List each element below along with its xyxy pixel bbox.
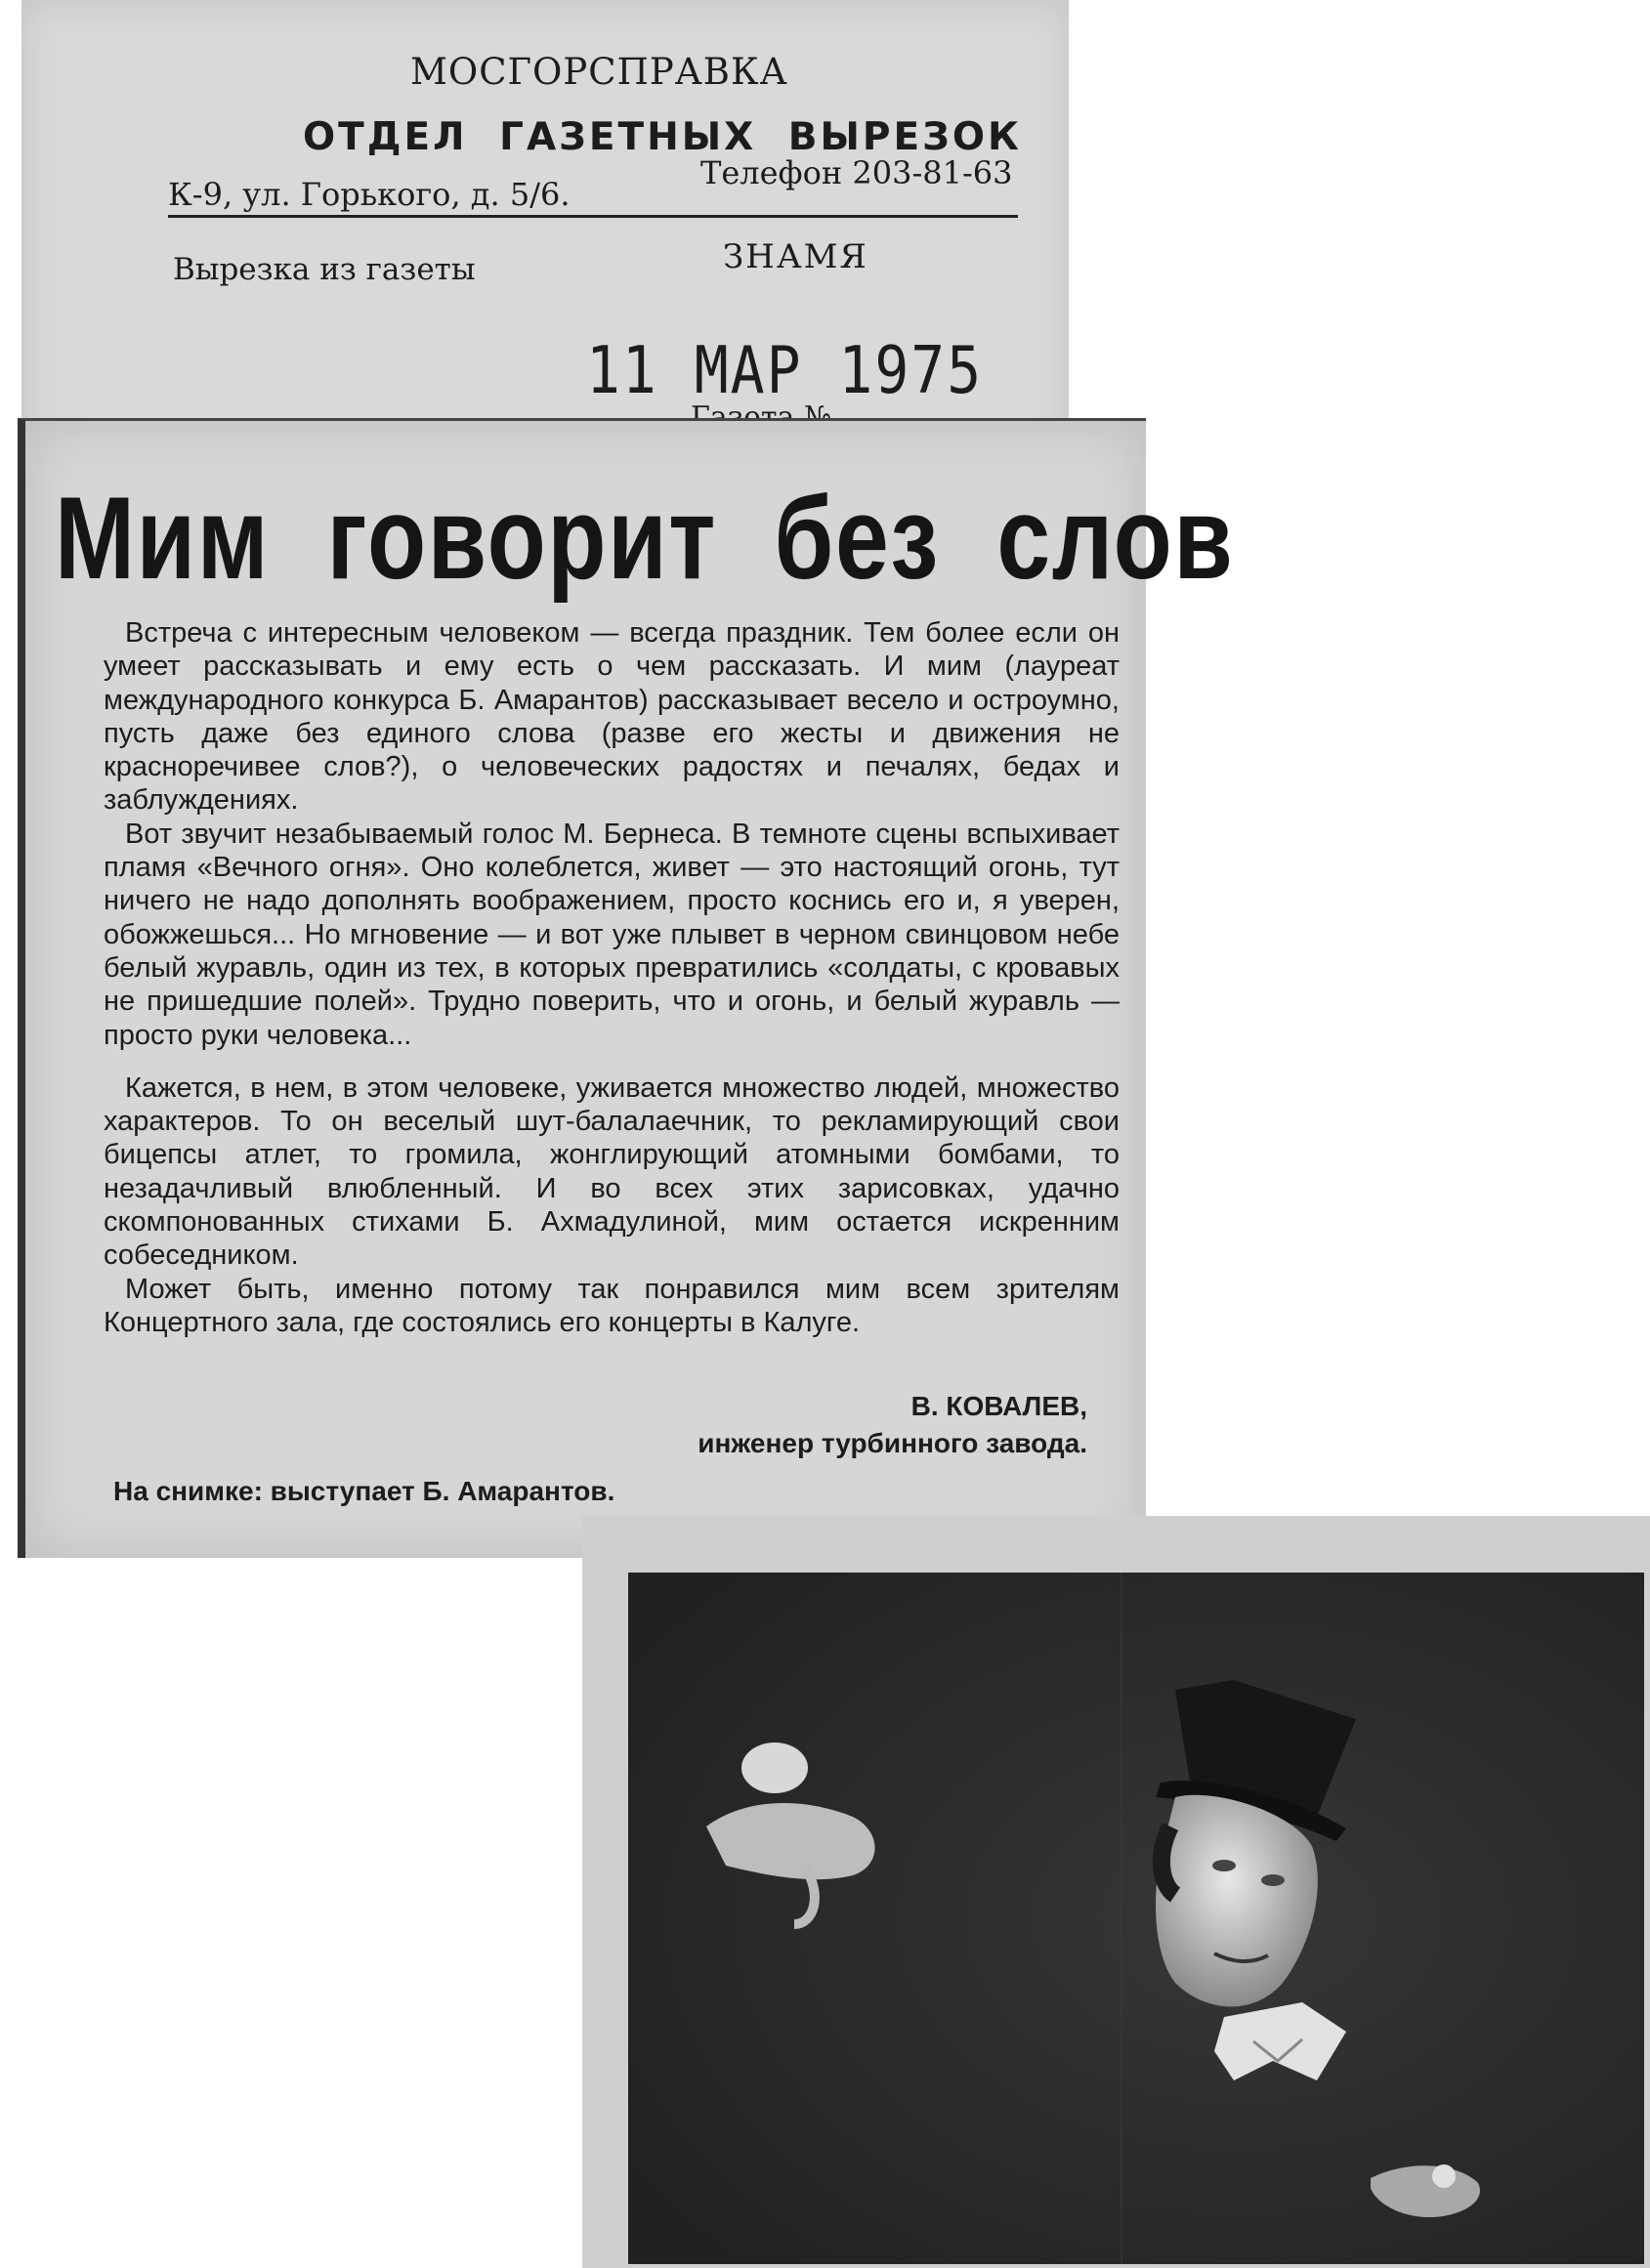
article-body bbox=[104, 616, 1120, 1339]
photo-caption: На снимке: выступает Б. Амарантов. bbox=[113, 1476, 615, 1506]
paragraph: Вот звучит незабываемый голос М. Бернеса. В темноте сцены вспыхивает пламя «Вечного огня». Оно колеблется, живет — это настоящий огонь, тут ничего не надо дополнять воображением, просто коснись его и, я уверен, обожжешься... Но мгновение — и вот уже плывет в черном свинцовом небе белый журавль, один из тех, в которых превратились «солдаты, с кровавых не пришедшие полей». Трудно поверить, что и огонь, и белый журавль — просто руки человека... bbox=[104, 818, 1120, 1051]
article-clipping bbox=[18, 418, 1235, 1558]
newspaper-name: ЗНАМЯ bbox=[723, 237, 868, 276]
clip-label: Вырезка из газеты bbox=[173, 252, 476, 287]
date-stamp: 11 МАР 1975 bbox=[586, 332, 984, 409]
paragraph: Может быть, именно потому так понравился мим всем зрителям Концертного зала, где состоялись его концерты в Калуге. bbox=[104, 1273, 1120, 1338]
article-headline: Мим говорит без слов bbox=[55, 473, 1235, 604]
mime-illustration bbox=[628, 1573, 1644, 2264]
mime-photo bbox=[628, 1573, 1644, 2264]
author-signature bbox=[698, 1388, 1087, 1462]
header-address: К-9, ул. Горького, д. 5/6. bbox=[168, 176, 571, 213]
paragraph: Встреча с интересным человеком — всегда праздник. Тем более если он умеет рассказывать и ему есть о чем рассказать. И мим (лауреат международного конкурса Б. Амарантов) рассказывает весело и остроумно, пусть даже без единого слова (разве его жесты и движения не красноречивее слов?), о человеческих радостях и печалях, бедах и заблуждениях. bbox=[104, 617, 1120, 817]
header-org: МОСГОРСПРАВКА bbox=[410, 51, 788, 93]
header-department: ОТДЕЛ ГАЗЕТНЫХ ВЫРЕЗОК bbox=[303, 115, 1022, 159]
header-divider bbox=[168, 215, 1018, 218]
paragraph: Кажется, в нем, в этом человеке, уживается множество людей, множество характеров. То он веселый шут-балалаечник, то рекламирующий свои бицепсы атлет, то громила, жонглирующий атомными бомбами, то незадачливый влюбленный. И во всех этих зарисовках, удачно скомпонованных стихами Б. Ахмадулиной, мим остается искренним собеседником. bbox=[104, 1071, 1120, 1272]
author-name: В. КОВАЛЕВ, bbox=[910, 1391, 1087, 1421]
header-phone: Телефон 203-81-63 bbox=[700, 154, 1013, 191]
clipping-service-header bbox=[21, 0, 1069, 488]
author-title: инженер турбинного завода. bbox=[698, 1428, 1087, 1458]
